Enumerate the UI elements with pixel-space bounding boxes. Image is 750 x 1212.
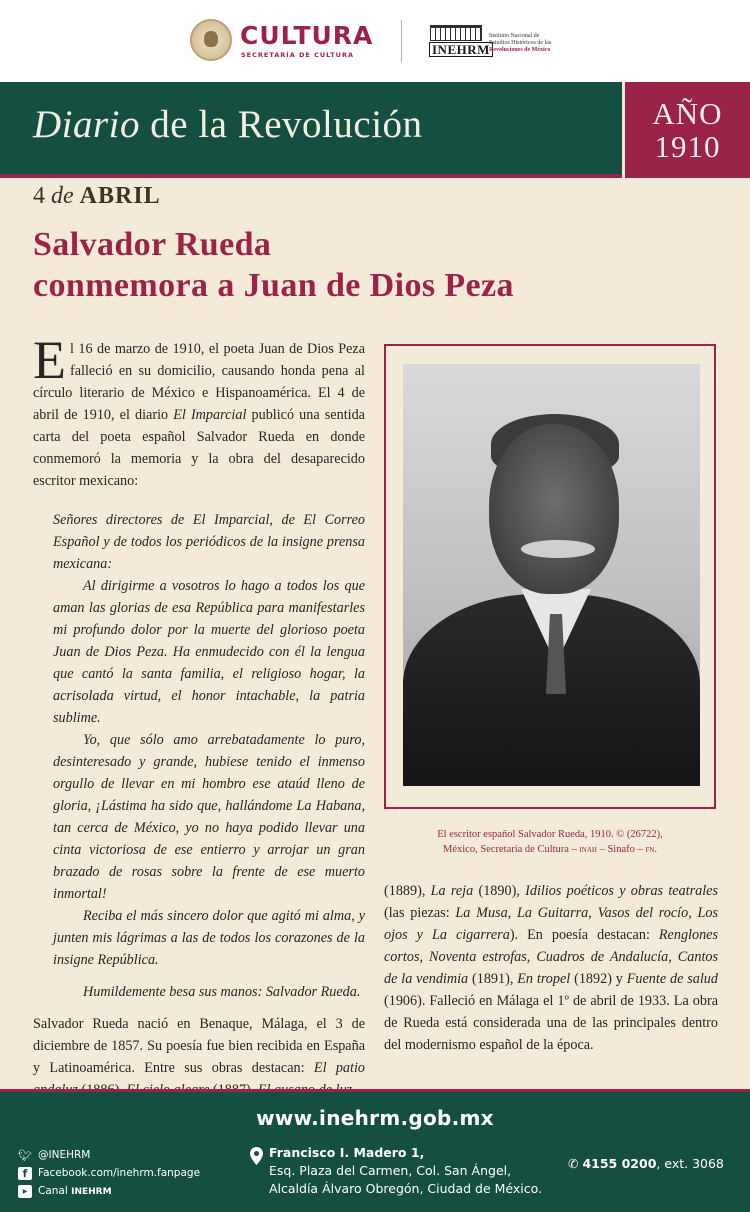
article-date: 4 de ABRIL [33, 183, 161, 209]
article-intro: El 16 de marzo de 1910, el poeta Juan de Dios Peza falleció en su domicilio, causando honda pena al círculo literario de México e Hispanoamérica. El 4 de abril de 1910, el diario El Imparcial publicó una sentida carta del poeta español Salvador Rueda en donde conmemoró la memoria y la obra del desaparecido escritor mexicano: [33, 330, 365, 489]
facebook-icon: f [18, 1167, 32, 1180]
mexico-seal-icon [190, 19, 232, 61]
header-accent-line [0, 174, 622, 178]
twitter-icon: 🐦︎ [18, 1148, 32, 1162]
publication-title: Diario de la Revolución [33, 103, 423, 146]
photo-caption: El escritor español Salvador Rueda, 1910. © (26722), México, Secretaría de Cultura – inah – Sinafo – fn. [437, 829, 663, 855]
logo-divider [401, 20, 402, 62]
twitter-link[interactable]: 🐦︎ @INEHRM [18, 1148, 91, 1162]
year-badge [625, 82, 750, 178]
inehrm-logo-subtitle: Instituto Nacional de Estudios Históricos de las Revoluciones de México [489, 33, 552, 53]
footer [0, 1092, 750, 1212]
letter-paragraph: Reciba el más sincero dolor que agitó mi alma, y junten mis lágrimas a las de todos los corazones de la insigne República. [53, 908, 365, 968]
letter-signature: Humildemente besa sus manos: Salvador Rueda. [83, 984, 361, 1000]
year-label: AÑO [652, 96, 723, 131]
letter-salutation: Señores directores de El Imparcial, de El Correo Español y de todos los periódicos de la insigne prensa mexicana: [53, 512, 365, 572]
cultura-logo-text: CULTURA [240, 21, 374, 50]
year-value: 1910 [654, 129, 721, 164]
biography-continuation: (1889), La reja (1890), Idilios poéticos y obras teatrales (las piezas: La Musa, La Guitarra, Vasos del rocío, Los ojos y La cigarrera). En poesía destacan: Renglones cortos, Noventa estrofas, Cuadros de Andalucía, Cantos de la vendimia (1891), En tropel (1892) y Fuente de salud (1906). Falleció en Málaga el 1º de abril de 1933. La obra de Rueda está considerada una de las principales dentro del modernismo español de la época. [384, 883, 719, 1053]
article-left-column [33, 330, 366, 1101]
cultura-logo-subtitle: SECRETARÍA DE CULTURA [241, 51, 354, 59]
portrait-photo [403, 364, 700, 786]
letter-paragraph: Al dirigirme a vosotros lo hago a todos los que aman las glorias de esa República para manifestarles mi profundo dolor por la muerte del glorioso poeta Juan de Dios Peza. Ha enmudecido con él la lengua que cantó la santa familia, el religioso hogar, la acrisolada virtud, el honor intachable, la patria sublime. [53, 578, 365, 726]
inehrm-logo-text: INEHRM [429, 42, 493, 57]
inehrm-building-icon [430, 25, 482, 41]
top-logo-bar [0, 0, 750, 82]
phone-icon: ✆ [568, 1156, 579, 1171]
youtube-link[interactable]: ▶ Canal INEHRM [18, 1182, 200, 1201]
phone-number[interactable]: ✆ 4155 0200, ext. 3068 [568, 1156, 724, 1171]
drop-cap: E [33, 330, 66, 390]
address: Francisco I. Madero 1, Esq. Plaza del Carmen, Col. San Ángel, Alcaldía Álvaro Obregón, Ciudad de México. [269, 1145, 543, 1196]
letter-paragraph: Yo, que sólo amo arrebatadamente lo puro, desinteresado y grande, hubiese tenido el inmenso orgullo de llevar en mi hombro ese ataúd lleno de gloria, ¡Lástima ha sido que, hallándome La Habana, tan cerca de México, yo no haya podido llevar una cinta victoriosa de ese entierro y arrojar un gran brazado de rosas sobre la frente de ese muerto inmortal! [53, 732, 365, 902]
biography-paragraph: Salvador Rueda nació en Benaque, Málaga, el 3 de diciembre de 1857. Su poesía fue bien recibida en España y Latinoamérica. Entre sus obras destacan: El patio [33, 1016, 366, 1076]
facebook-link[interactable]: f Facebook.com/inehrm.fanpage [18, 1164, 200, 1182]
article-headline: Salvador Rueda conmemora a Juan de Dios Peza [33, 226, 514, 304]
article-right-column [384, 880, 718, 1056]
letter-quote [33, 509, 365, 1003]
social-links [18, 1146, 200, 1201]
youtube-icon: ▶ [18, 1185, 32, 1198]
website-link[interactable]: www.inehrm.gob.mx [256, 1106, 494, 1130]
location-pin-icon [250, 1147, 263, 1165]
